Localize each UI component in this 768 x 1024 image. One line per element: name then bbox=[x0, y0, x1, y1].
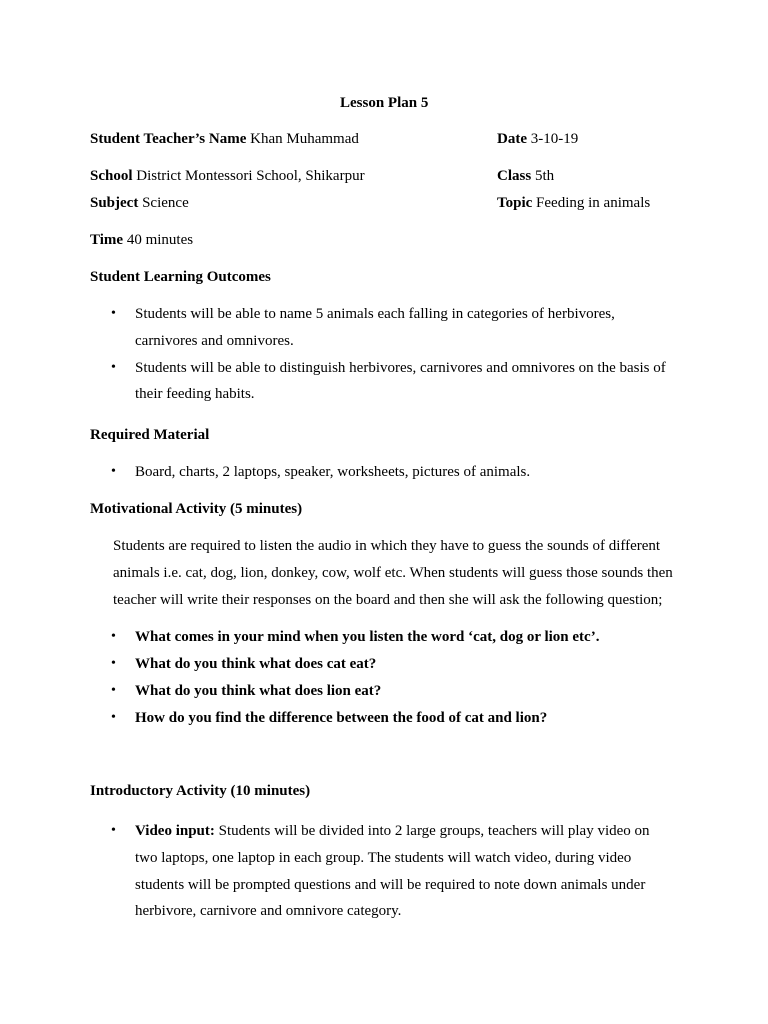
bullet-icon: • bbox=[111, 683, 116, 698]
school-value: District Montessori School, Shikarpur bbox=[136, 168, 365, 184]
subject-label: Subject bbox=[90, 195, 139, 211]
intro-item-line-4: herbivore, carnivore and omnivore category. bbox=[135, 903, 402, 919]
bullet-icon: • bbox=[111, 823, 116, 838]
time-row bbox=[90, 231, 193, 249]
school-label: School bbox=[90, 168, 133, 184]
intro-item-line-1: Video input: Students will be divided into 2 large groups, teachers will play video on bbox=[135, 823, 650, 839]
intro-item-line-2: two laptops, one laptop in each group. The students will watch video, during video bbox=[135, 850, 632, 866]
subject-row bbox=[90, 194, 189, 212]
date-row bbox=[497, 130, 578, 148]
bullet-icon: • bbox=[111, 306, 116, 321]
motivational-paragraph-line-1: Students are required to listen the audio in which they have to guess the sounds of different bbox=[113, 538, 661, 554]
outcome-item-1-line-2: carnivores and omnivores. bbox=[135, 333, 294, 349]
class-value: 5th bbox=[534, 168, 555, 184]
bullet-icon: • bbox=[111, 629, 116, 644]
motivational-paragraph-line-3: teacher will write their responses on the board and then she will ask the following question; bbox=[113, 592, 663, 608]
question-1: What comes in your mind when you listen the word ‘cat, dog or lion etc’. bbox=[135, 629, 600, 645]
bullet-icon: • bbox=[111, 464, 116, 479]
material-item: Board, charts, 2 laptops, speaker, worksheets, pictures of animals. bbox=[135, 464, 531, 480]
bullet-icon: • bbox=[111, 360, 116, 375]
time-label: Time bbox=[90, 232, 124, 248]
motivational-paragraph-line-2: animals i.e. cat, dog, lion, donkey, cow, wolf etc. When students will guess those sounds then bbox=[113, 565, 673, 581]
school-row bbox=[90, 167, 365, 185]
topic-label: Topic bbox=[497, 195, 533, 211]
topic-row bbox=[497, 194, 650, 212]
introductory-heading: Introductory Activity (10 minutes) bbox=[90, 783, 311, 799]
topic-value: Feeding in animals bbox=[536, 195, 651, 211]
subject-value: Science bbox=[142, 195, 189, 211]
intro-item-line-3: students will be prompted questions and will be required to note down animals under bbox=[135, 877, 646, 893]
teacher-value: Khan Muhammad bbox=[250, 131, 359, 147]
bullet-icon: • bbox=[111, 710, 116, 725]
outcome-item-2-line-2: their feeding habits. bbox=[135, 386, 255, 402]
material-heading: Required Material bbox=[90, 427, 210, 443]
question-3: What do you think what does lion eat? bbox=[135, 683, 382, 699]
intro-item-label: Video input: bbox=[135, 823, 215, 839]
page-title: Lesson Plan 5 bbox=[340, 95, 429, 111]
outcome-item-2-line-1: Students will be able to distinguish herbivores, carnivores and omnivores on the basis of bbox=[135, 360, 666, 376]
date-label: Date bbox=[497, 131, 527, 147]
time-value: 40 minutes bbox=[126, 232, 194, 248]
outcome-item-1-line-1: Students will be able to name 5 animals each falling in categories of herbivores, bbox=[135, 306, 615, 322]
date-value: 3-10-19 bbox=[530, 131, 579, 147]
bullet-icon: • bbox=[111, 656, 116, 671]
teacher-name-row bbox=[90, 130, 359, 148]
class-row bbox=[497, 167, 554, 185]
motivational-heading: Motivational Activity (5 minutes) bbox=[90, 501, 303, 517]
outcomes-heading: Student Learning Outcomes bbox=[90, 269, 271, 285]
class-label: Class bbox=[497, 168, 532, 184]
question-2: What do you think what does cat eat? bbox=[135, 656, 377, 672]
teacher-label: Student Teacher’s Name bbox=[90, 131, 247, 147]
question-4: How do you find the difference between the food of cat and lion? bbox=[135, 710, 548, 726]
